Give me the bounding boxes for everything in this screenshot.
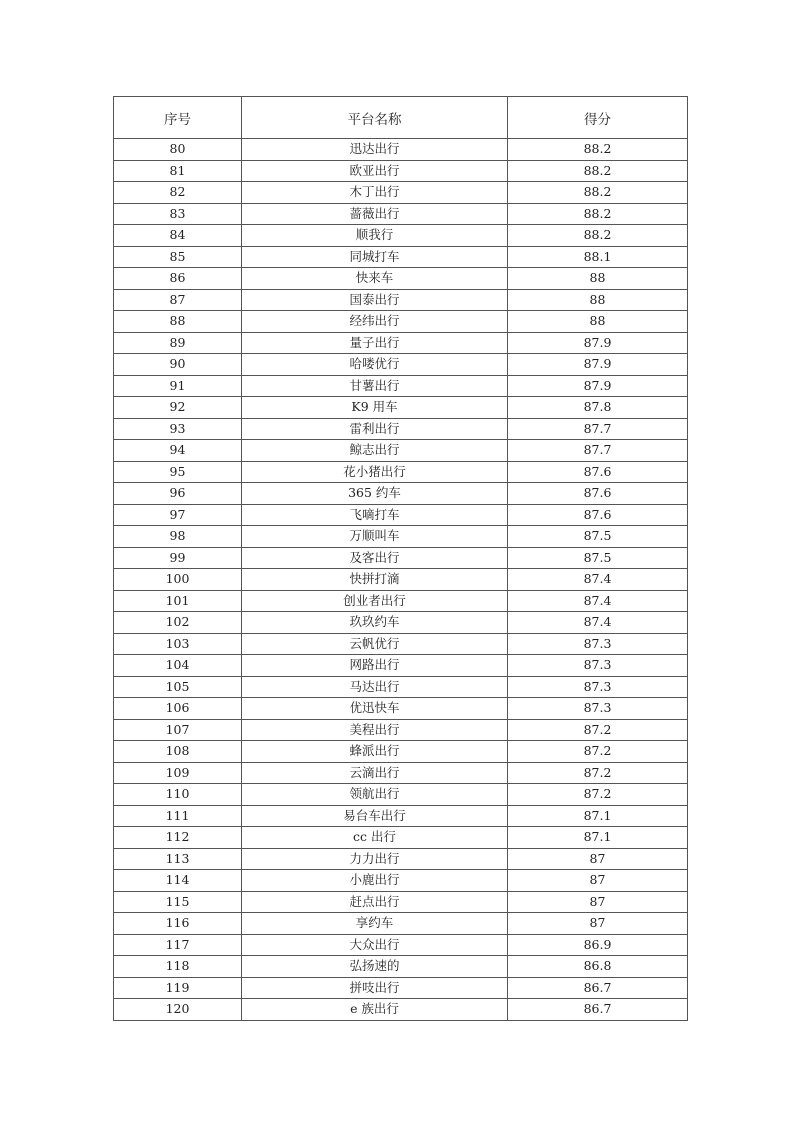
- table-row: [114, 633, 688, 655]
- rank-cell: 80: [114, 139, 242, 161]
- platform-name-cell: 易台车出行: [242, 805, 508, 827]
- rank-cell: 81: [114, 160, 242, 182]
- rank-cell: 87: [114, 289, 242, 311]
- score-cell: 87.3: [508, 676, 688, 698]
- score-cell: 88.2: [508, 160, 688, 182]
- platform-name-cell: 顺我行: [242, 225, 508, 247]
- table-header: [114, 97, 688, 139]
- score-cell: 87: [508, 870, 688, 892]
- platform-name-cell: 赶点出行: [242, 891, 508, 913]
- table-row: [114, 311, 688, 333]
- table-row: [114, 741, 688, 763]
- rank-cell: 111: [114, 805, 242, 827]
- table-row: [114, 999, 688, 1021]
- score-cell: 88.2: [508, 182, 688, 204]
- score-cell: 87.6: [508, 504, 688, 526]
- table-row: [114, 504, 688, 526]
- rank-cell: 92: [114, 397, 242, 419]
- table-row: [114, 375, 688, 397]
- rank-cell: 93: [114, 418, 242, 440]
- score-cell: 86.7: [508, 999, 688, 1021]
- score-cell: 88: [508, 311, 688, 333]
- table-row: [114, 182, 688, 204]
- rank-cell: 89: [114, 332, 242, 354]
- table-row: [114, 676, 688, 698]
- table-row: [114, 934, 688, 956]
- table-row: [114, 440, 688, 462]
- platform-name-cell: 万顺叫车: [242, 526, 508, 548]
- rank-cell: 82: [114, 182, 242, 204]
- table-row: [114, 547, 688, 569]
- header-platform-name: 平台名称: [242, 97, 508, 139]
- platform-name-cell: 雷利出行: [242, 418, 508, 440]
- platform-name-cell: 美程出行: [242, 719, 508, 741]
- score-cell: 87.2: [508, 784, 688, 806]
- table-row: [114, 848, 688, 870]
- rank-cell: 114: [114, 870, 242, 892]
- rank-cell: 104: [114, 655, 242, 677]
- table-row: [114, 246, 688, 268]
- platform-name-cell: 飞嘀打车: [242, 504, 508, 526]
- table-row: [114, 225, 688, 247]
- table-body: [114, 139, 688, 1021]
- score-cell: 86.9: [508, 934, 688, 956]
- platform-name-cell: 云滴出行: [242, 762, 508, 784]
- score-cell: 88.2: [508, 225, 688, 247]
- score-cell: 86.8: [508, 956, 688, 978]
- table-row: [114, 870, 688, 892]
- score-cell: 87.4: [508, 569, 688, 591]
- rank-cell: 107: [114, 719, 242, 741]
- platform-name-cell: 经纬出行: [242, 311, 508, 333]
- table-row: [114, 762, 688, 784]
- platform-name-cell: cc 出行: [242, 827, 508, 849]
- score-cell: 87.3: [508, 698, 688, 720]
- score-cell: 87.9: [508, 354, 688, 376]
- score-cell: 87.9: [508, 332, 688, 354]
- table-row: [114, 655, 688, 677]
- score-cell: 87.3: [508, 655, 688, 677]
- table-row: [114, 977, 688, 999]
- table-row: [114, 805, 688, 827]
- table-row: [114, 461, 688, 483]
- rank-cell: 110: [114, 784, 242, 806]
- score-cell: 87.9: [508, 375, 688, 397]
- rank-cell: 112: [114, 827, 242, 849]
- score-cell: 87.1: [508, 827, 688, 849]
- rank-cell: 118: [114, 956, 242, 978]
- platform-name-cell: 小鹿出行: [242, 870, 508, 892]
- platform-name-cell: 马达出行: [242, 676, 508, 698]
- score-cell: 87.1: [508, 805, 688, 827]
- score-cell: 87.2: [508, 762, 688, 784]
- rank-cell: 97: [114, 504, 242, 526]
- score-cell: 87.6: [508, 461, 688, 483]
- platform-name-cell: e 族出行: [242, 999, 508, 1021]
- rank-cell: 100: [114, 569, 242, 591]
- score-cell: 88: [508, 289, 688, 311]
- table-row: [114, 913, 688, 935]
- platform-name-cell: 快来车: [242, 268, 508, 290]
- rank-cell: 94: [114, 440, 242, 462]
- table-row: [114, 526, 688, 548]
- header-row: [114, 97, 688, 139]
- platform-name-cell: 弘扬速的: [242, 956, 508, 978]
- rank-cell: 115: [114, 891, 242, 913]
- platform-name-cell: 大众出行: [242, 934, 508, 956]
- score-cell: 88.2: [508, 139, 688, 161]
- score-cell: 88.1: [508, 246, 688, 268]
- rank-cell: 120: [114, 999, 242, 1021]
- score-table: [113, 96, 688, 1021]
- platform-name-cell: 领航出行: [242, 784, 508, 806]
- table-row: [114, 289, 688, 311]
- platform-name-cell: 蔷薇出行: [242, 203, 508, 225]
- rank-cell: 88: [114, 311, 242, 333]
- rank-cell: 117: [114, 934, 242, 956]
- table-row: [114, 784, 688, 806]
- table-row: [114, 160, 688, 182]
- platform-name-cell: 蜂派出行: [242, 741, 508, 763]
- platform-name-cell: 优迅快车: [242, 698, 508, 720]
- table-row: [114, 268, 688, 290]
- score-cell: 87.5: [508, 526, 688, 548]
- platform-name-cell: 云帆优行: [242, 633, 508, 655]
- platform-name-cell: 及客出行: [242, 547, 508, 569]
- rank-cell: 109: [114, 762, 242, 784]
- rank-cell: 95: [114, 461, 242, 483]
- rank-cell: 84: [114, 225, 242, 247]
- rank-cell: 116: [114, 913, 242, 935]
- table-row: [114, 590, 688, 612]
- rank-cell: 101: [114, 590, 242, 612]
- score-cell: 87.7: [508, 440, 688, 462]
- rank-cell: 113: [114, 848, 242, 870]
- score-cell: 87.5: [508, 547, 688, 569]
- platform-name-cell: 365 约车: [242, 483, 508, 505]
- table-row: [114, 698, 688, 720]
- platform-name-cell: 快拼打滴: [242, 569, 508, 591]
- table-row: [114, 612, 688, 634]
- rank-cell: 90: [114, 354, 242, 376]
- table-row: [114, 569, 688, 591]
- platform-name-cell: 网路出行: [242, 655, 508, 677]
- table-row: [114, 891, 688, 913]
- platform-name-cell: 欧亚出行: [242, 160, 508, 182]
- rank-cell: 83: [114, 203, 242, 225]
- score-cell: 87.4: [508, 590, 688, 612]
- platform-name-cell: 量子出行: [242, 332, 508, 354]
- platform-name-cell: 享约车: [242, 913, 508, 935]
- platform-name-cell: 花小猪出行: [242, 461, 508, 483]
- header-rank: 序号: [114, 97, 242, 139]
- table-row: [114, 203, 688, 225]
- score-cell: 88: [508, 268, 688, 290]
- table-row: [114, 418, 688, 440]
- table-row: [114, 397, 688, 419]
- score-cell: 87.7: [508, 418, 688, 440]
- score-cell: 87.6: [508, 483, 688, 505]
- platform-name-cell: 国泰出行: [242, 289, 508, 311]
- rank-cell: 108: [114, 741, 242, 763]
- table-row: [114, 483, 688, 505]
- table-row: [114, 139, 688, 161]
- table-row: [114, 956, 688, 978]
- rank-cell: 91: [114, 375, 242, 397]
- table-row: [114, 827, 688, 849]
- platform-name-cell: 同城打车: [242, 246, 508, 268]
- rank-cell: 119: [114, 977, 242, 999]
- platform-name-cell: 拼吱出行: [242, 977, 508, 999]
- rank-cell: 106: [114, 698, 242, 720]
- rank-cell: 102: [114, 612, 242, 634]
- platform-name-cell: K9 用车: [242, 397, 508, 419]
- score-cell: 88.2: [508, 203, 688, 225]
- score-cell: 87.8: [508, 397, 688, 419]
- score-cell: 87.2: [508, 719, 688, 741]
- table-row: [114, 719, 688, 741]
- rank-cell: 86: [114, 268, 242, 290]
- rank-cell: 98: [114, 526, 242, 548]
- rank-cell: 85: [114, 246, 242, 268]
- score-cell: 87: [508, 891, 688, 913]
- platform-name-cell: 木丁出行: [242, 182, 508, 204]
- score-cell: 87: [508, 848, 688, 870]
- score-cell: 87.3: [508, 633, 688, 655]
- header-score: 得分: [508, 97, 688, 139]
- rank-cell: 96: [114, 483, 242, 505]
- platform-name-cell: 鲸志出行: [242, 440, 508, 462]
- score-cell: 86.7: [508, 977, 688, 999]
- platform-name-cell: 力力出行: [242, 848, 508, 870]
- rank-cell: 99: [114, 547, 242, 569]
- rank-cell: 105: [114, 676, 242, 698]
- platform-name-cell: 玖玖约车: [242, 612, 508, 634]
- score-cell: 87.4: [508, 612, 688, 634]
- platform-name-cell: 创业者出行: [242, 590, 508, 612]
- platform-name-cell: 哈喽优行: [242, 354, 508, 376]
- score-cell: 87: [508, 913, 688, 935]
- platform-name-cell: 迅达出行: [242, 139, 508, 161]
- platform-name-cell: 甘薯出行: [242, 375, 508, 397]
- table-row: [114, 354, 688, 376]
- rank-cell: 103: [114, 633, 242, 655]
- table-row: [114, 332, 688, 354]
- score-cell: 87.2: [508, 741, 688, 763]
